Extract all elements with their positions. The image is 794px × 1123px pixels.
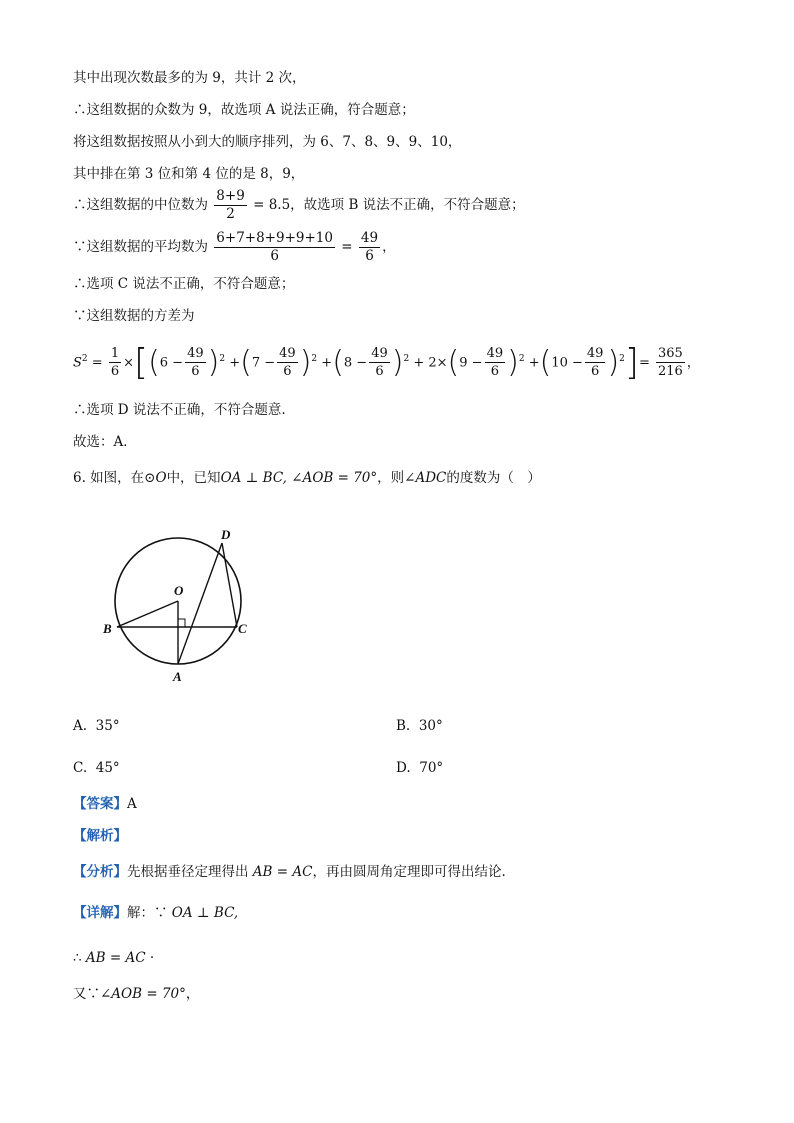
term-5-denominator: 6 [591, 364, 600, 380]
detail-condition: OA ⊥ BC, [171, 905, 239, 921]
answer-label: 【答案】 [73, 796, 127, 812]
answer-line [73, 794, 137, 814]
analysis-label: 【解析】 [73, 828, 127, 844]
term-5-exponent: 2 [619, 354, 625, 364]
term-5-fraction [585, 345, 606, 380]
variance-formula [73, 334, 700, 388]
solution-line-2: ∴这组数据的众数为 9，故选项 A 说法正确，符合题意； [73, 102, 415, 118]
fenxi-label: 【分析】 [73, 864, 127, 880]
mean-equals: = [341, 239, 353, 255]
term-1-denominator: 6 [191, 364, 200, 380]
term-4-fraction [485, 345, 506, 380]
median-fraction-numerator: 8+9 [216, 188, 245, 204]
option-b-letter: B. [396, 718, 411, 734]
detail-arc-equation: AB = AC [85, 950, 146, 966]
variance-result-numerator: 365 [658, 346, 683, 362]
stem-middle: 中，已知 [166, 470, 221, 486]
segment-dc [222, 543, 237, 627]
label-a: A [173, 669, 182, 684]
detail-line-3-prefix: 又∵ [73, 986, 100, 1002]
detail-prefix: 解：∵ [127, 905, 168, 921]
term-1-exponent: 2 [219, 354, 226, 364]
mean-line [73, 228, 396, 266]
option-c-value: 45° [95, 760, 120, 776]
option-d[interactable] [396, 760, 443, 776]
stem-suffix: 的度数为（ ） [446, 470, 541, 486]
left-paren: ( [148, 344, 160, 380]
right-paren: ) [299, 344, 312, 380]
mean-text: ∵这组数据的平均数为 [73, 239, 208, 255]
variance-times: × [123, 355, 135, 371]
question-6-stem [73, 468, 541, 488]
option-c-letter: C. [73, 760, 88, 776]
median-text: ∴这组数据的中位数为 [73, 197, 208, 213]
right-paren: ) [207, 344, 220, 380]
mean-comma: ， [382, 239, 396, 255]
term-3-exponent: 2 [403, 354, 410, 364]
circle-name: O [155, 470, 167, 486]
segment-ob [117, 601, 178, 627]
one-sixth-numerator: 1 [110, 346, 120, 362]
variance-result-denominator: 216 [658, 364, 683, 380]
term-2-numerator: 49 [279, 346, 296, 362]
term-3-fraction [369, 345, 390, 380]
term-2: 7 − [251, 355, 276, 371]
left-paren: ( [447, 344, 460, 380]
one-sixth-denominator: 6 [110, 364, 120, 380]
term-3-denominator: 6 [375, 364, 384, 380]
label-b: B [103, 621, 112, 636]
detail-angle-equation: ∠AOB = 70° [100, 986, 186, 1002]
option-a[interactable] [73, 718, 120, 734]
option-a-value: 35° [95, 718, 120, 734]
label-d: D [221, 527, 231, 542]
right-paren: ) [507, 344, 519, 380]
mean-fraction-denominator: 6 [270, 248, 279, 264]
median-value: = 8.5 [253, 197, 291, 213]
term-4-denominator: 6 [490, 364, 499, 380]
variance-exponent: 2 [81, 354, 88, 364]
median-fraction-denominator: 2 [226, 206, 235, 222]
term-5: 10 − [551, 355, 583, 371]
left-paren: ( [332, 344, 344, 380]
detail-line-2 [73, 948, 154, 968]
circle-figure [95, 525, 265, 695]
term-4-numerator: 49 [486, 346, 504, 362]
term-2-exponent: 2 [311, 354, 318, 364]
mean-fraction-numerator: 6+7+8+9+9+10 [216, 230, 333, 246]
term-2-denominator: 6 [283, 364, 292, 380]
term-4-exponent: 2 [518, 354, 525, 364]
segment-ad [178, 543, 222, 664]
option-b-value: 30° [418, 718, 443, 734]
detail-line-3-comma: ， [185, 986, 200, 1002]
mean-result-fraction [359, 230, 380, 265]
solution-line-7: ∴选项 C 说法不正确，不符合题意； [73, 276, 295, 292]
variance-one-sixth [109, 345, 121, 380]
detail-dot: · [149, 950, 155, 966]
mean-result-numerator: 49 [360, 230, 379, 246]
analysis-heading [73, 826, 127, 846]
option-c[interactable] [73, 760, 120, 776]
stem-target-angle: ∠ADC [404, 470, 447, 486]
therefore-symbol: ∴ [73, 950, 82, 966]
option-d-letter: D. [396, 760, 411, 776]
term-3: 8 − [343, 355, 368, 371]
plus-2: + [321, 355, 333, 371]
left-paren: ( [240, 344, 252, 380]
term-3-numerator: 49 [371, 346, 388, 362]
term-1: 6 − [159, 355, 184, 371]
solution-line-10: ∴选项 D 说法不正确，不符合题意. [73, 402, 286, 418]
variance-result-equals: = [638, 355, 650, 371]
solution-line-3: 将这组数据按照从小到大的顺序排列，为 6、7、8、9、9、10， [73, 134, 462, 150]
right-bracket: ] [624, 341, 639, 383]
term-2-fraction [277, 345, 298, 380]
solution-line-11: 故选：A． [73, 434, 137, 450]
right-paren: ) [607, 344, 620, 380]
left-bracket: [ [134, 341, 149, 383]
median-conclusion: ，故选项 B 说法不正确，不符合题意； [290, 197, 525, 213]
right-angle-mark [178, 619, 185, 627]
label-o: O [174, 583, 184, 598]
option-a-letter: A. [73, 718, 88, 734]
option-b[interactable] [396, 718, 443, 734]
median-fraction [214, 188, 247, 223]
term-5-numerator: 49 [586, 346, 604, 362]
solution-line-8: ∵这组数据的方差为 [73, 308, 195, 324]
fenxi-text: 先根据垂径定理得出 [127, 864, 249, 880]
variance-symbol: S [73, 355, 82, 371]
term-1-fraction [185, 345, 206, 380]
label-c: C [238, 621, 247, 636]
variance-result [656, 345, 685, 380]
stem-condition: OA ⊥ BC, ∠AOB = 70° [220, 470, 378, 486]
solution-line-1: 其中出现次数最多的为 9，共计 2 次， [73, 70, 306, 86]
fenxi-line [73, 862, 506, 882]
detail-line-3 [73, 984, 199, 1004]
plus-3: + [528, 355, 540, 371]
variance-comma: ， [686, 355, 700, 371]
median-line [73, 186, 525, 224]
variance-equals: = [91, 355, 103, 371]
fenxi-conclusion: ，再由圆周角定理即可得出结论. [312, 864, 506, 880]
option-d-value: 70° [419, 760, 444, 776]
answer-value: A [127, 796, 137, 812]
plus-two-times: + 2× [413, 355, 448, 371]
detail-line-1 [73, 903, 238, 923]
term-1-numerator: 49 [187, 346, 204, 362]
solution-line-4: 其中排在第 3 位和第 4 位的是 8，9， [73, 166, 305, 182]
right-paren: ) [391, 344, 404, 380]
term-4: 9 − [459, 355, 483, 371]
mean-fraction [214, 230, 335, 265]
left-paren: ( [539, 344, 552, 380]
fenxi-arc-equation: AB = AC [252, 864, 313, 880]
detail-label: 【详解】 [73, 905, 127, 921]
stem-middle-2: ，则 [377, 470, 405, 486]
mean-result-denominator: 6 [365, 248, 374, 264]
plus-1: + [229, 355, 241, 371]
stem-prefix: 6. 如图，在⊙ [73, 470, 156, 486]
